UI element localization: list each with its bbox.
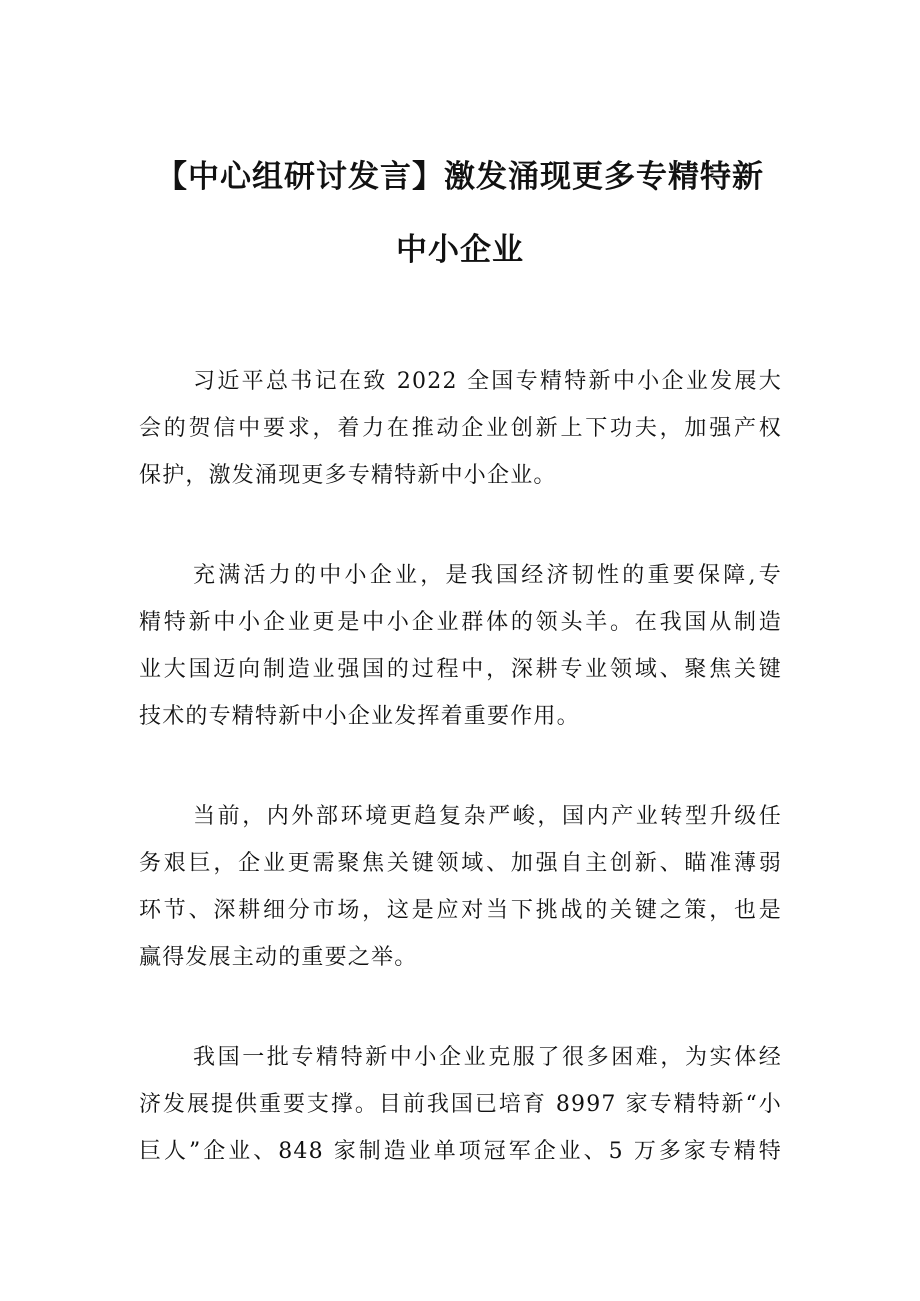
paragraph-1-line-1: 习近平总书记在致 2022 全国专精特新中小企业发展大 <box>193 369 782 394</box>
paragraph-2-line-2: 精特新中小企业更是中小企业群体的领头羊。在我国从制造 <box>139 610 782 635</box>
paragraph-1-line-3: 保护，激发涌现更多专精特新中小企业。 <box>139 463 557 488</box>
paragraph-2-line-1: 充满活力的中小企业，是我国经济韧性的重要保障,专 <box>193 563 782 588</box>
paragraph-3-line-3: 环节、深耕细分市场，这是应对当下挑战的关键之策，也是 <box>139 898 782 923</box>
paragraph-4-line-3: 巨人”企业、848 家制造业单项冠军企业、5 万多家专精特 <box>139 1139 782 1164</box>
document-title-line-2: 中小企业 <box>396 232 524 268</box>
paragraph-4-line-2: 济发展提供重要支撑。目前我国已培育 8997 家专精特新“小 <box>139 1092 782 1117</box>
paragraph-2-line-4: 技术的专精特新中小企业发挥着重要作用。 <box>139 704 580 729</box>
paragraph-3-line-4: 赢得发展主动的重要之举。 <box>139 945 418 970</box>
paragraph-3-line-2: 务艰巨，企业更需聚焦关键领域、加强自主创新、瞄准薄弱 <box>139 851 782 876</box>
paragraph-3-line-1: 当前，内外部环境更趋复杂严峻，国内产业转型升级任 <box>193 804 782 829</box>
paragraph-4-line-1: 我国一批专精特新中小企业克服了很多困难，为实体经 <box>193 1045 782 1070</box>
document-title-line-1: 【中心组研讨发言】激发涌现更多专精特新 <box>156 159 764 195</box>
paragraph-2-line-3: 业大国迈向制造业强国的过程中，深耕专业领域、聚焦关键 <box>139 657 782 682</box>
paragraph-1-line-2: 会的贺信中要求，着力在推动企业创新上下功夫，加强产权 <box>139 416 782 441</box>
